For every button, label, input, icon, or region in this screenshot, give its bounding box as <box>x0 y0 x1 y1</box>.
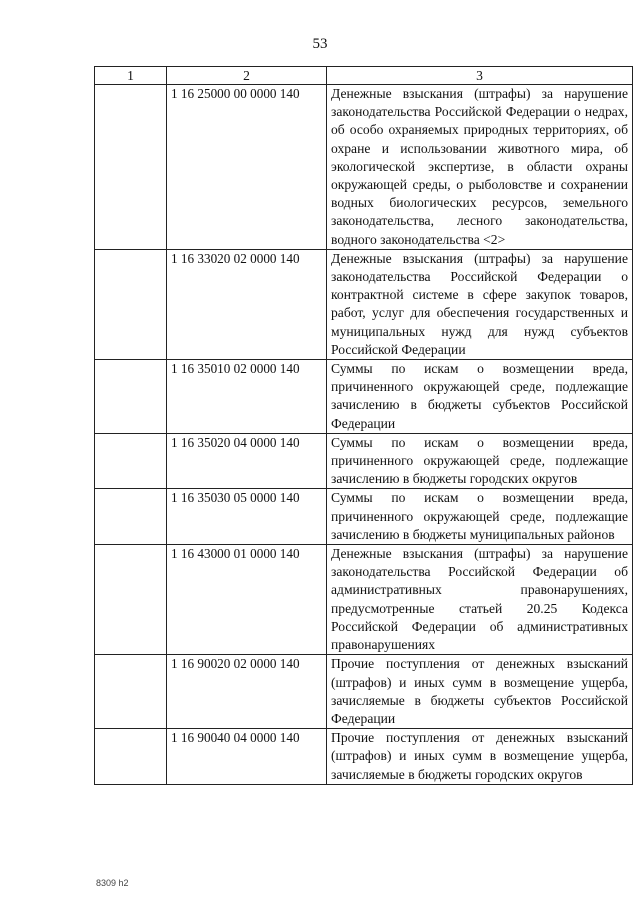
revenue-code: 1 16 35030 05 0000 140 <box>167 489 327 545</box>
row-col1 <box>95 545 167 655</box>
table-row <box>95 360 633 434</box>
table-row <box>95 655 633 729</box>
row-col1 <box>95 433 167 489</box>
header-col-1: 1 <box>95 67 167 85</box>
revenue-description: Денежные взыскания (штрафы) за нарушение законодательства Российской Федерации о недрах, об особо охраняемых природных территориях, об охране и использовании животного мира, об экологической экспертизе, в области охраны окружающей среды, о рыболовстве и сохранении водных биологических ресурсов, земельного законодательства, лесного законодательства, водного законодательства <2> <box>327 85 633 250</box>
table-row <box>95 489 633 545</box>
revenue-code: 1 16 25000 00 0000 140 <box>167 85 327 250</box>
revenue-description: Суммы по искам о возмещении вреда, причиненного окружающей среде, подлежащие зачислению в бюджеты городских округов <box>327 433 633 489</box>
table-row <box>95 545 633 655</box>
footer-note: 8309 h2 <box>96 878 129 888</box>
revenue-code: 1 16 33020 02 0000 140 <box>167 249 327 359</box>
revenue-code: 1 16 90040 04 0000 140 <box>167 729 327 785</box>
revenue-description: Суммы по искам о возмещении вреда, причиненного окружающей среде, подлежащие зачислению в бюджеты муниципальных районов <box>327 489 633 545</box>
revenue-code: 1 16 35010 02 0000 140 <box>167 360 327 434</box>
page-number: 53 <box>312 36 328 52</box>
table-row <box>95 249 633 359</box>
revenue-code: 1 16 43000 01 0000 140 <box>167 545 327 655</box>
revenue-description: Прочие поступления от денежных взысканий (штрафов) и иных сумм в возмещение ущерба, зачисляемые в бюджеты субъектов Российской Федерации <box>327 655 633 729</box>
row-col1 <box>95 249 167 359</box>
revenue-code: 1 16 90020 02 0000 140 <box>167 655 327 729</box>
revenue-description: Прочие поступления от денежных взысканий (штрафов) и иных сумм в возмещение ущерба, зачисляемые в бюджеты городских округов <box>327 729 633 785</box>
table-row <box>95 85 633 250</box>
header-col-2: 2 <box>167 67 327 85</box>
revenue-description: Денежные взыскания (штрафы) за нарушение законодательства Российской Федерации о контрактной системе в сфере закупок товаров, работ, услуг для обеспечения государственных и муниципальных нужд для нужд субъектов Российской Федерации <box>327 249 633 359</box>
table-row <box>95 729 633 785</box>
row-col1 <box>95 85 167 250</box>
revenue-codes-table <box>94 66 633 785</box>
revenue-description: Денежные взыскания (штрафы) за нарушение законодательства Российской Федерации об административных правонарушениях, предусмотренные статьей 20.25 Кодекса Российской Федерации об административных правонарушениях <box>327 545 633 655</box>
revenue-description: Суммы по искам о возмещении вреда, причиненного окружающей среде, подлежащие зачислению в бюджеты субъектов Российской Федерации <box>327 360 633 434</box>
row-col1 <box>95 489 167 545</box>
header-col-3: 3 <box>327 67 633 85</box>
row-col1 <box>95 655 167 729</box>
table-header <box>95 67 633 85</box>
row-col1 <box>95 729 167 785</box>
table-row <box>95 433 633 489</box>
row-col1 <box>95 360 167 434</box>
revenue-code: 1 16 35020 04 0000 140 <box>167 433 327 489</box>
